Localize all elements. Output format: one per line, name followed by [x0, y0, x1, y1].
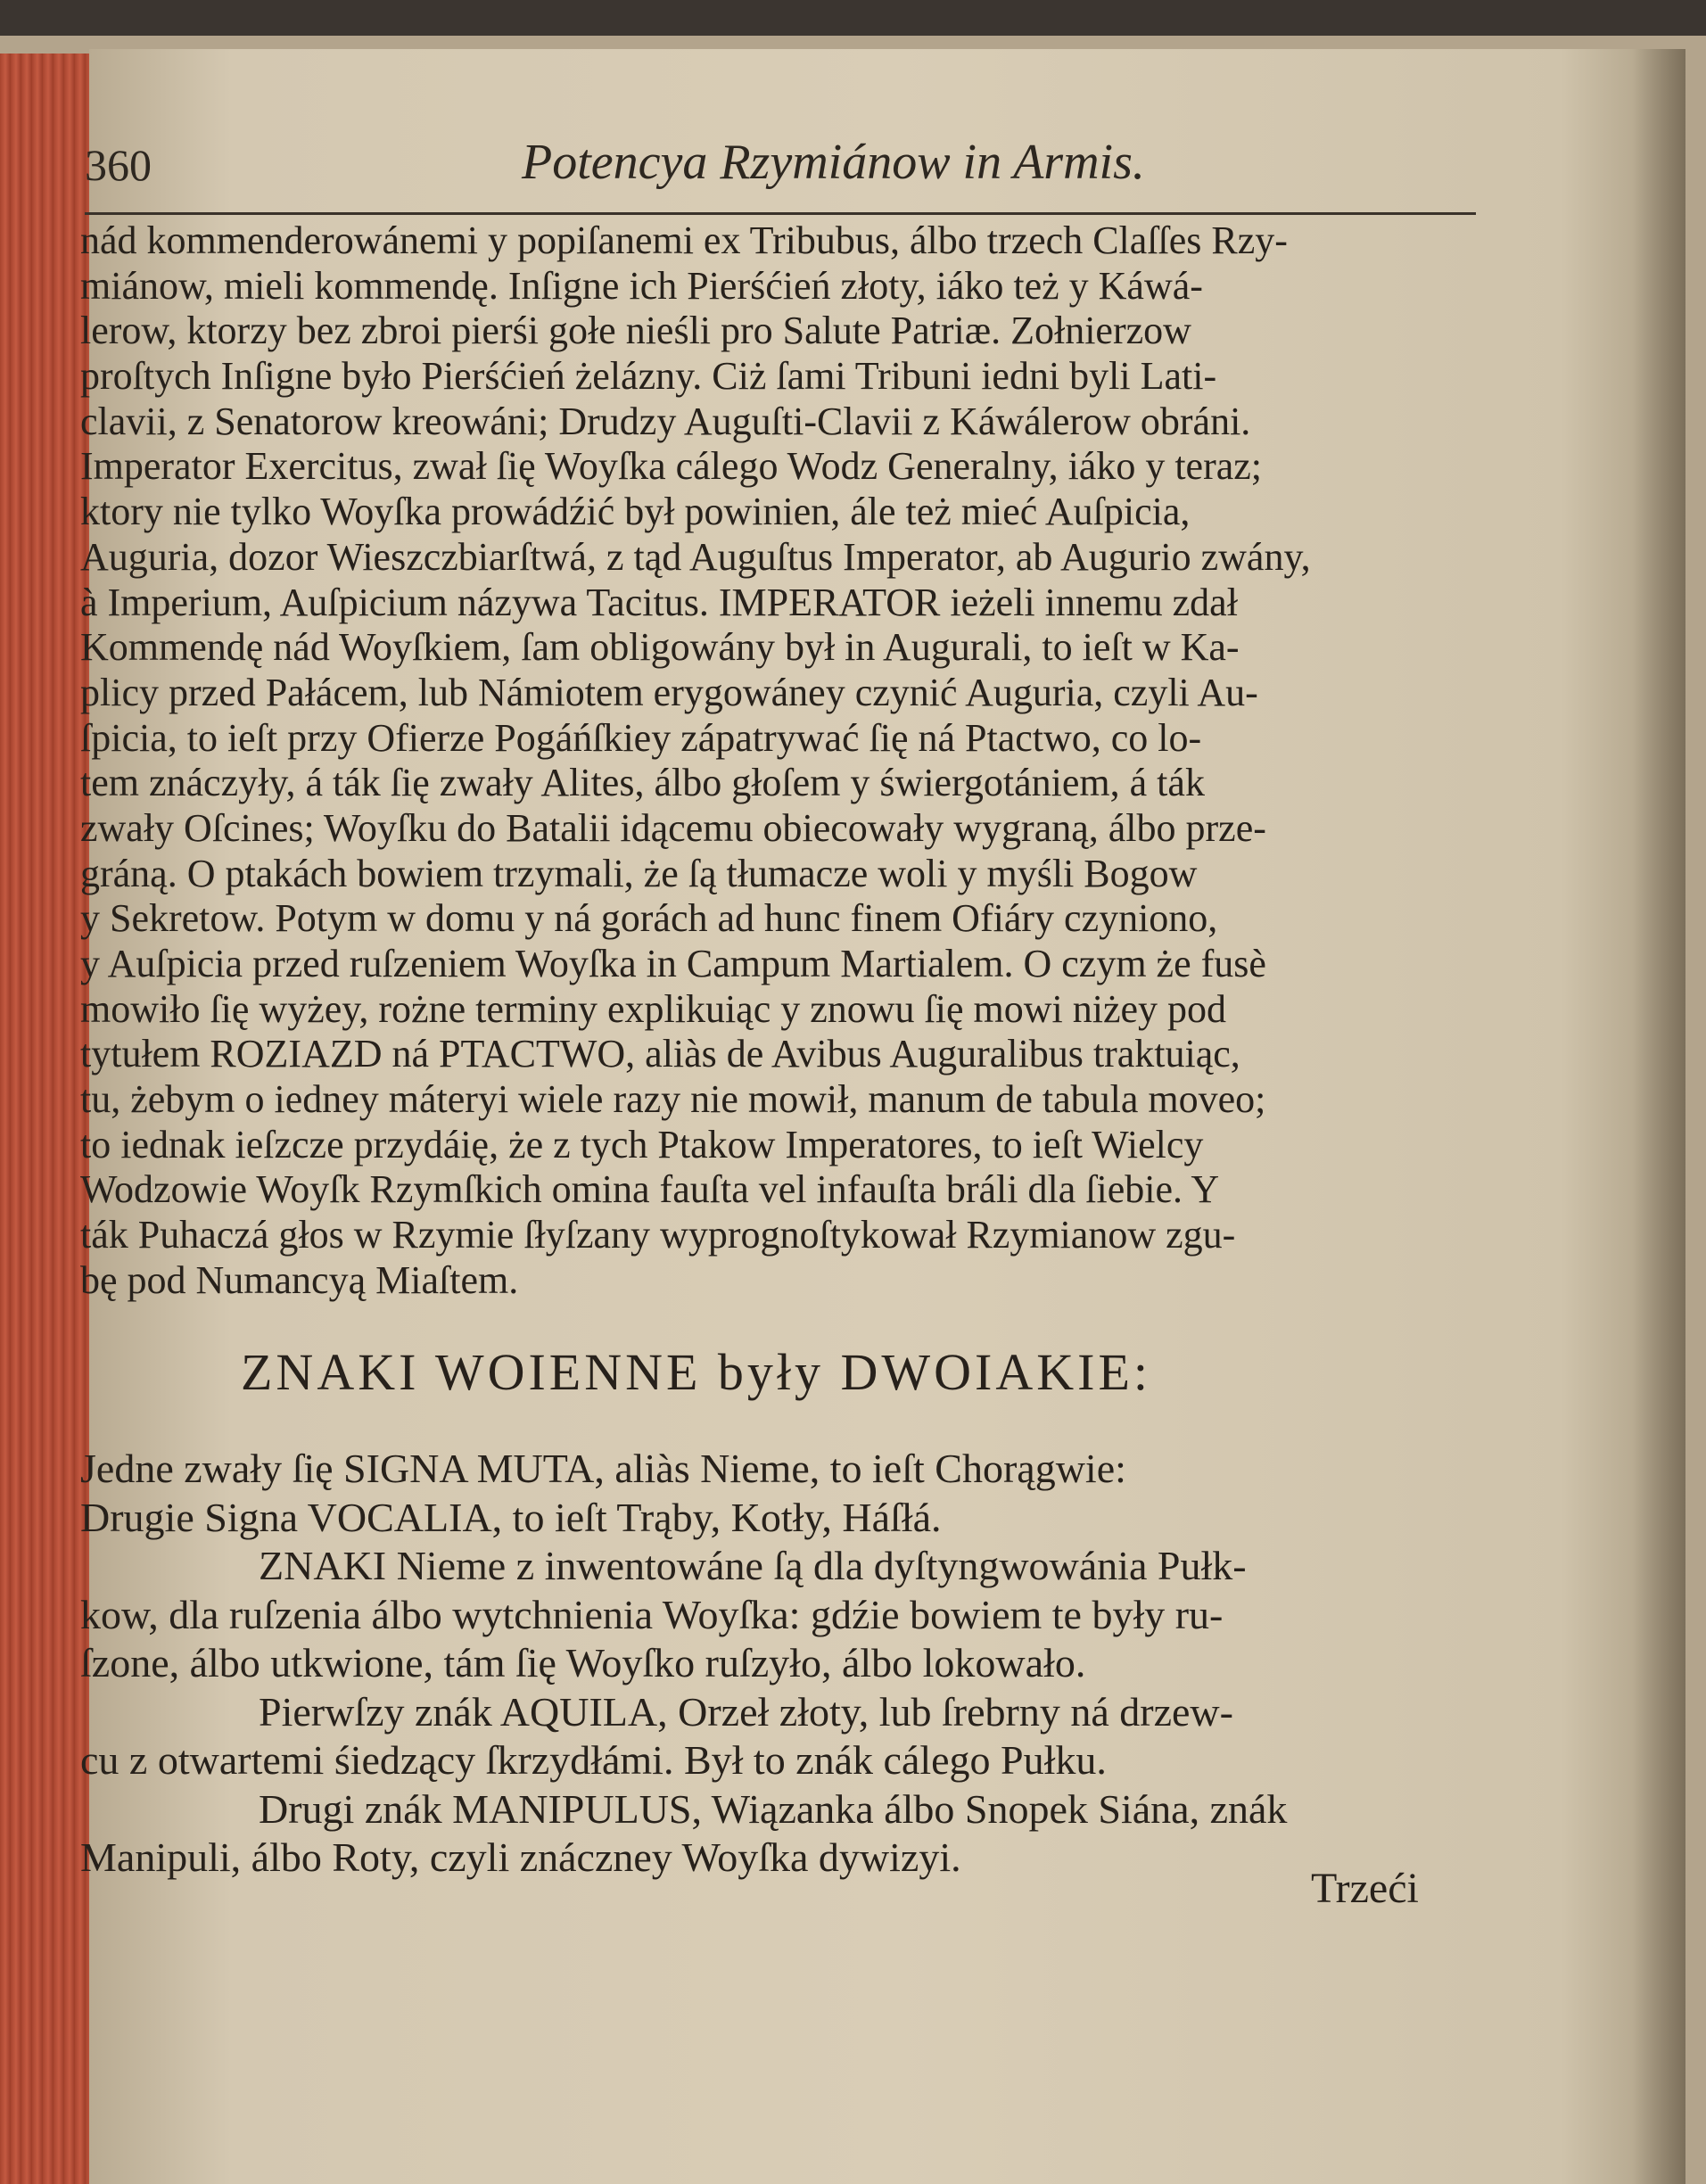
text-line: tem znáczyły, á ták ſię zwały Alites, álbo głoſem y świergotániem, á ták — [80, 761, 1205, 805]
page-number: 360 — [85, 140, 152, 190]
spine-shadow — [1632, 49, 1685, 2184]
text-line: ták Puhaczá głos w Rzymie ſłyſzany wyprognoſtykował Rzymianow zgu- — [80, 1213, 1236, 1257]
text-line: zwały Oſcines; Woyſku do Batalii idącemu obiecowały wygraną, álbo prze- — [80, 805, 1266, 850]
text-line: Auguria, dozor Wieszczbiarſtwá, z tąd Auguſtus Imperator, ab Augurio zwány, — [80, 534, 1311, 579]
paragraph-2 — [80, 1445, 1507, 1883]
catchword: Trzeći — [1311, 1865, 1419, 1912]
page-header — [85, 134, 1476, 205]
text-line: ſzone, álbo utkwione, tám ſię Woyſko ruſzyło, álbo lokowało. — [80, 1640, 1086, 1685]
section-heading: ZNAKI WOIENNE były DWOIAKIE: — [241, 1343, 1151, 1401]
text-line: Manipuli, álbo Roty, czyli znáczney Woyſka dywizyi. — [80, 1834, 961, 1880]
text-line: clavii, z Senatorow kreowáni; Drudzy Auguſti-Clavii z Káwálerow obráni. — [80, 399, 1251, 443]
text-line: y Sekretow. Potym w domu y ná gorách ad hunc finem Ofiáry czyniono, — [80, 896, 1218, 941]
text-line: à Imperium, Auſpicium názywa Tacitus. IMPERATOR ieżeli innemu zdał — [80, 580, 1238, 624]
text-line: Drugie Signa VOCALIA, to ieſt Trąby, Kotły, Háſłá. — [80, 1494, 942, 1540]
text-line: gráną. O ptakách bowiem trzymali, że ſą tłumacze woli y myśli Bogow — [80, 851, 1198, 895]
text-line: Drugi znák MANIPULUS, Wiązanka álbo Snopek Siána, znák — [259, 1785, 1288, 1832]
text-line: Kommendę nád Woyſkiem, ſam obligowány był in Augurali, to ieſt w Ka- — [80, 625, 1240, 670]
text-line: Imperator Exercitus, zwał ſię Woyſka cálego Wodz Generalny, iáko y teraz; — [80, 444, 1263, 489]
text-line: miánow, mieli kommendę. Inſigne ich Pierśćień złoty, iáko też y Káwá- — [80, 263, 1203, 308]
text-line: bę pod Numancyą Miaſtem. — [80, 1257, 519, 1302]
text-line: ZNAKI Nieme z inwentowáne ſą dla dyſtyngwowánia Pułk- — [259, 1543, 1247, 1588]
text-line: y Auſpicia przed ruſzeniem Woyſka in Campum Martialem. O czym że fusè — [80, 942, 1266, 985]
paragraph-1 — [80, 218, 1507, 1304]
text-line: mowiło ſię wyżey, rożne terminy explikuiąc y znowu ſię mowi niżey pod — [80, 986, 1227, 1031]
text-line: nád kommenderowánemi y popiſanemi ex Tribubus, álbo trzech Claſſes Rzy- — [80, 218, 1288, 262]
text-line: Jedne zwały ſię SIGNA MUTA, aliàs Nieme, to ieſt Chorągwie: — [80, 1446, 1126, 1491]
text-line: kow, dla ruſzenia álbo wytchnienia Woyſka: gdźie bowiem te były ru- — [80, 1591, 1224, 1637]
text-line: cu z otwartemi śiedzący ſkrzydłámi. Był to znák cálego Pułku. — [80, 1737, 1107, 1783]
text-line: ktory nie tylko Woyſka prowádźić był powinien, ále też mieć Auſpicia, — [80, 490, 1191, 534]
text-line: Wodzowie Woyſk Rzymſkich omina fauſta vel infauſta bráli dla ſiebie. Y — [80, 1167, 1220, 1212]
text-line: ſpicia, to ieſt przy Ofierze Pogáńſkiey zápatrywać ſię ná Ptactwo, co lo- — [80, 715, 1202, 760]
text-line: proſtych Inſigne było Pierśćień żelázny. Ciż ſami Tribuni iedni byli Lati- — [80, 354, 1217, 399]
text-line: plicy przed Pałácem, lub Námiotem erygowáney czynić Auguria, czyli Au- — [80, 670, 1258, 714]
running-head: Potencya Rzymiánow in Armis. — [522, 135, 1145, 190]
text-line: tu, żebym o iedney máteryi wiele razy nie mowił, manum de tabula moveo; — [80, 1077, 1266, 1122]
text-line: to iednak ieſzcze przydáię, że z tych Ptakow Imperatores, to ieſt Wielcy — [80, 1122, 1204, 1166]
text-line: lerow, ktorzy bez zbroi pierśi gołe nieśli pro Salute Patriæ. Zołnierzow — [80, 309, 1191, 353]
text-line: Pierwſzy znák AQUILA, Orzeł złoty, lub ſrebrny ná drzew- — [259, 1688, 1233, 1735]
header-rule — [85, 212, 1476, 215]
text-line: tytułem ROZIAZD ná PTACTWO, aliàs de Avibus Auguralibus traktuiąc, — [80, 1032, 1240, 1076]
